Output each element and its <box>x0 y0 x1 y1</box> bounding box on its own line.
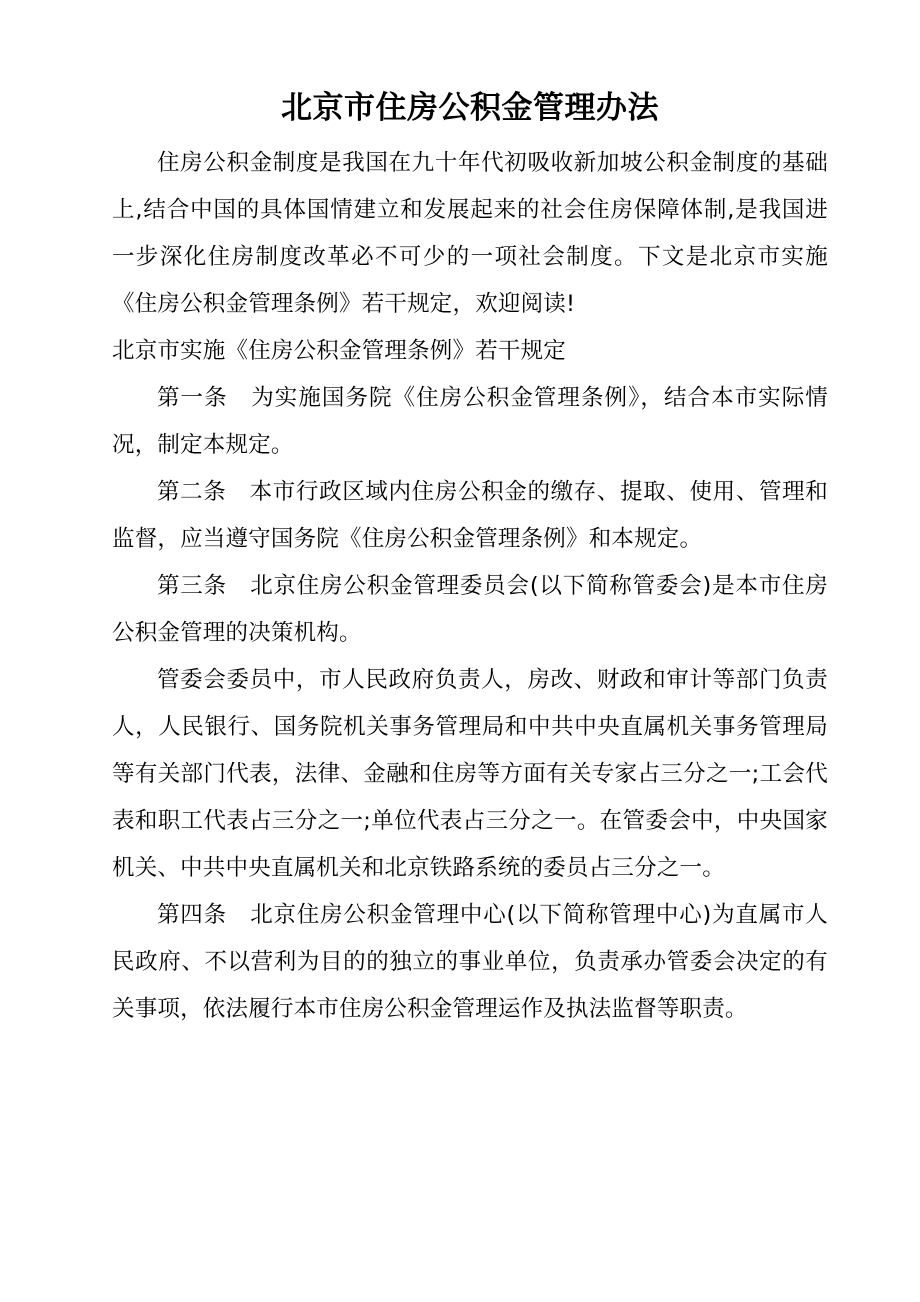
paragraph-intro: 住房公积金制度是我国在九十年代初吸收新加坡公积金制度的基础上,结合中国的具体国情建立和发展起来的社会住房保障体制,是我国进一步深化住房制度改革必不可少的一项社会制度。下文是北京市实施《住房公积金管理条例》若干规定，欢迎阅读! <box>112 149 828 317</box>
paragraph-article-3: 第三条 北京住房公积金管理委员会(以下简称管委会)是本市住房公积金管理的决策机构。 <box>112 572 828 646</box>
paragraph-subtitle: 北京市实施《住房公积金管理条例》若干规定 <box>112 337 567 364</box>
paragraph-article-4: 第四条 北京住房公积金管理中心(以下简称管理中心)为直属市人民政府、不以营利为目的的独立的事业单位，负责承办管委会决定的有关事项，依法履行本市住房公积金管理运作及执法监督等职责。 <box>112 901 828 1022</box>
page-title: 北京市住房公积金管理办法 <box>281 90 659 126</box>
paragraph-article-2: 第二条 本市行政区域内住房公积金的缴存、提取、使用、管理和监督，应当遵守国务院《住房公积金管理条例》和本规定。 <box>112 478 828 552</box>
paragraph-article-3-detail: 管委会委员中，市人民政府负责人，房改、财政和审计等部门负责人，人民银行、国务院机关事务管理局和中共中央直属机关事务管理局等有关部门代表，法律、金融和住房等方面有关专家占三分之一;工会代表和职工代表占三分之一;单位代表占三分之一。在管委会中，中央国家机关、中共中央直属机关和北京铁路系统的委员占三分之一。 <box>112 666 828 881</box>
paragraph-article-1: 第一条 为实施国务院《住房公积金管理条例》，结合本市实际情况，制定本规定。 <box>112 384 828 458</box>
